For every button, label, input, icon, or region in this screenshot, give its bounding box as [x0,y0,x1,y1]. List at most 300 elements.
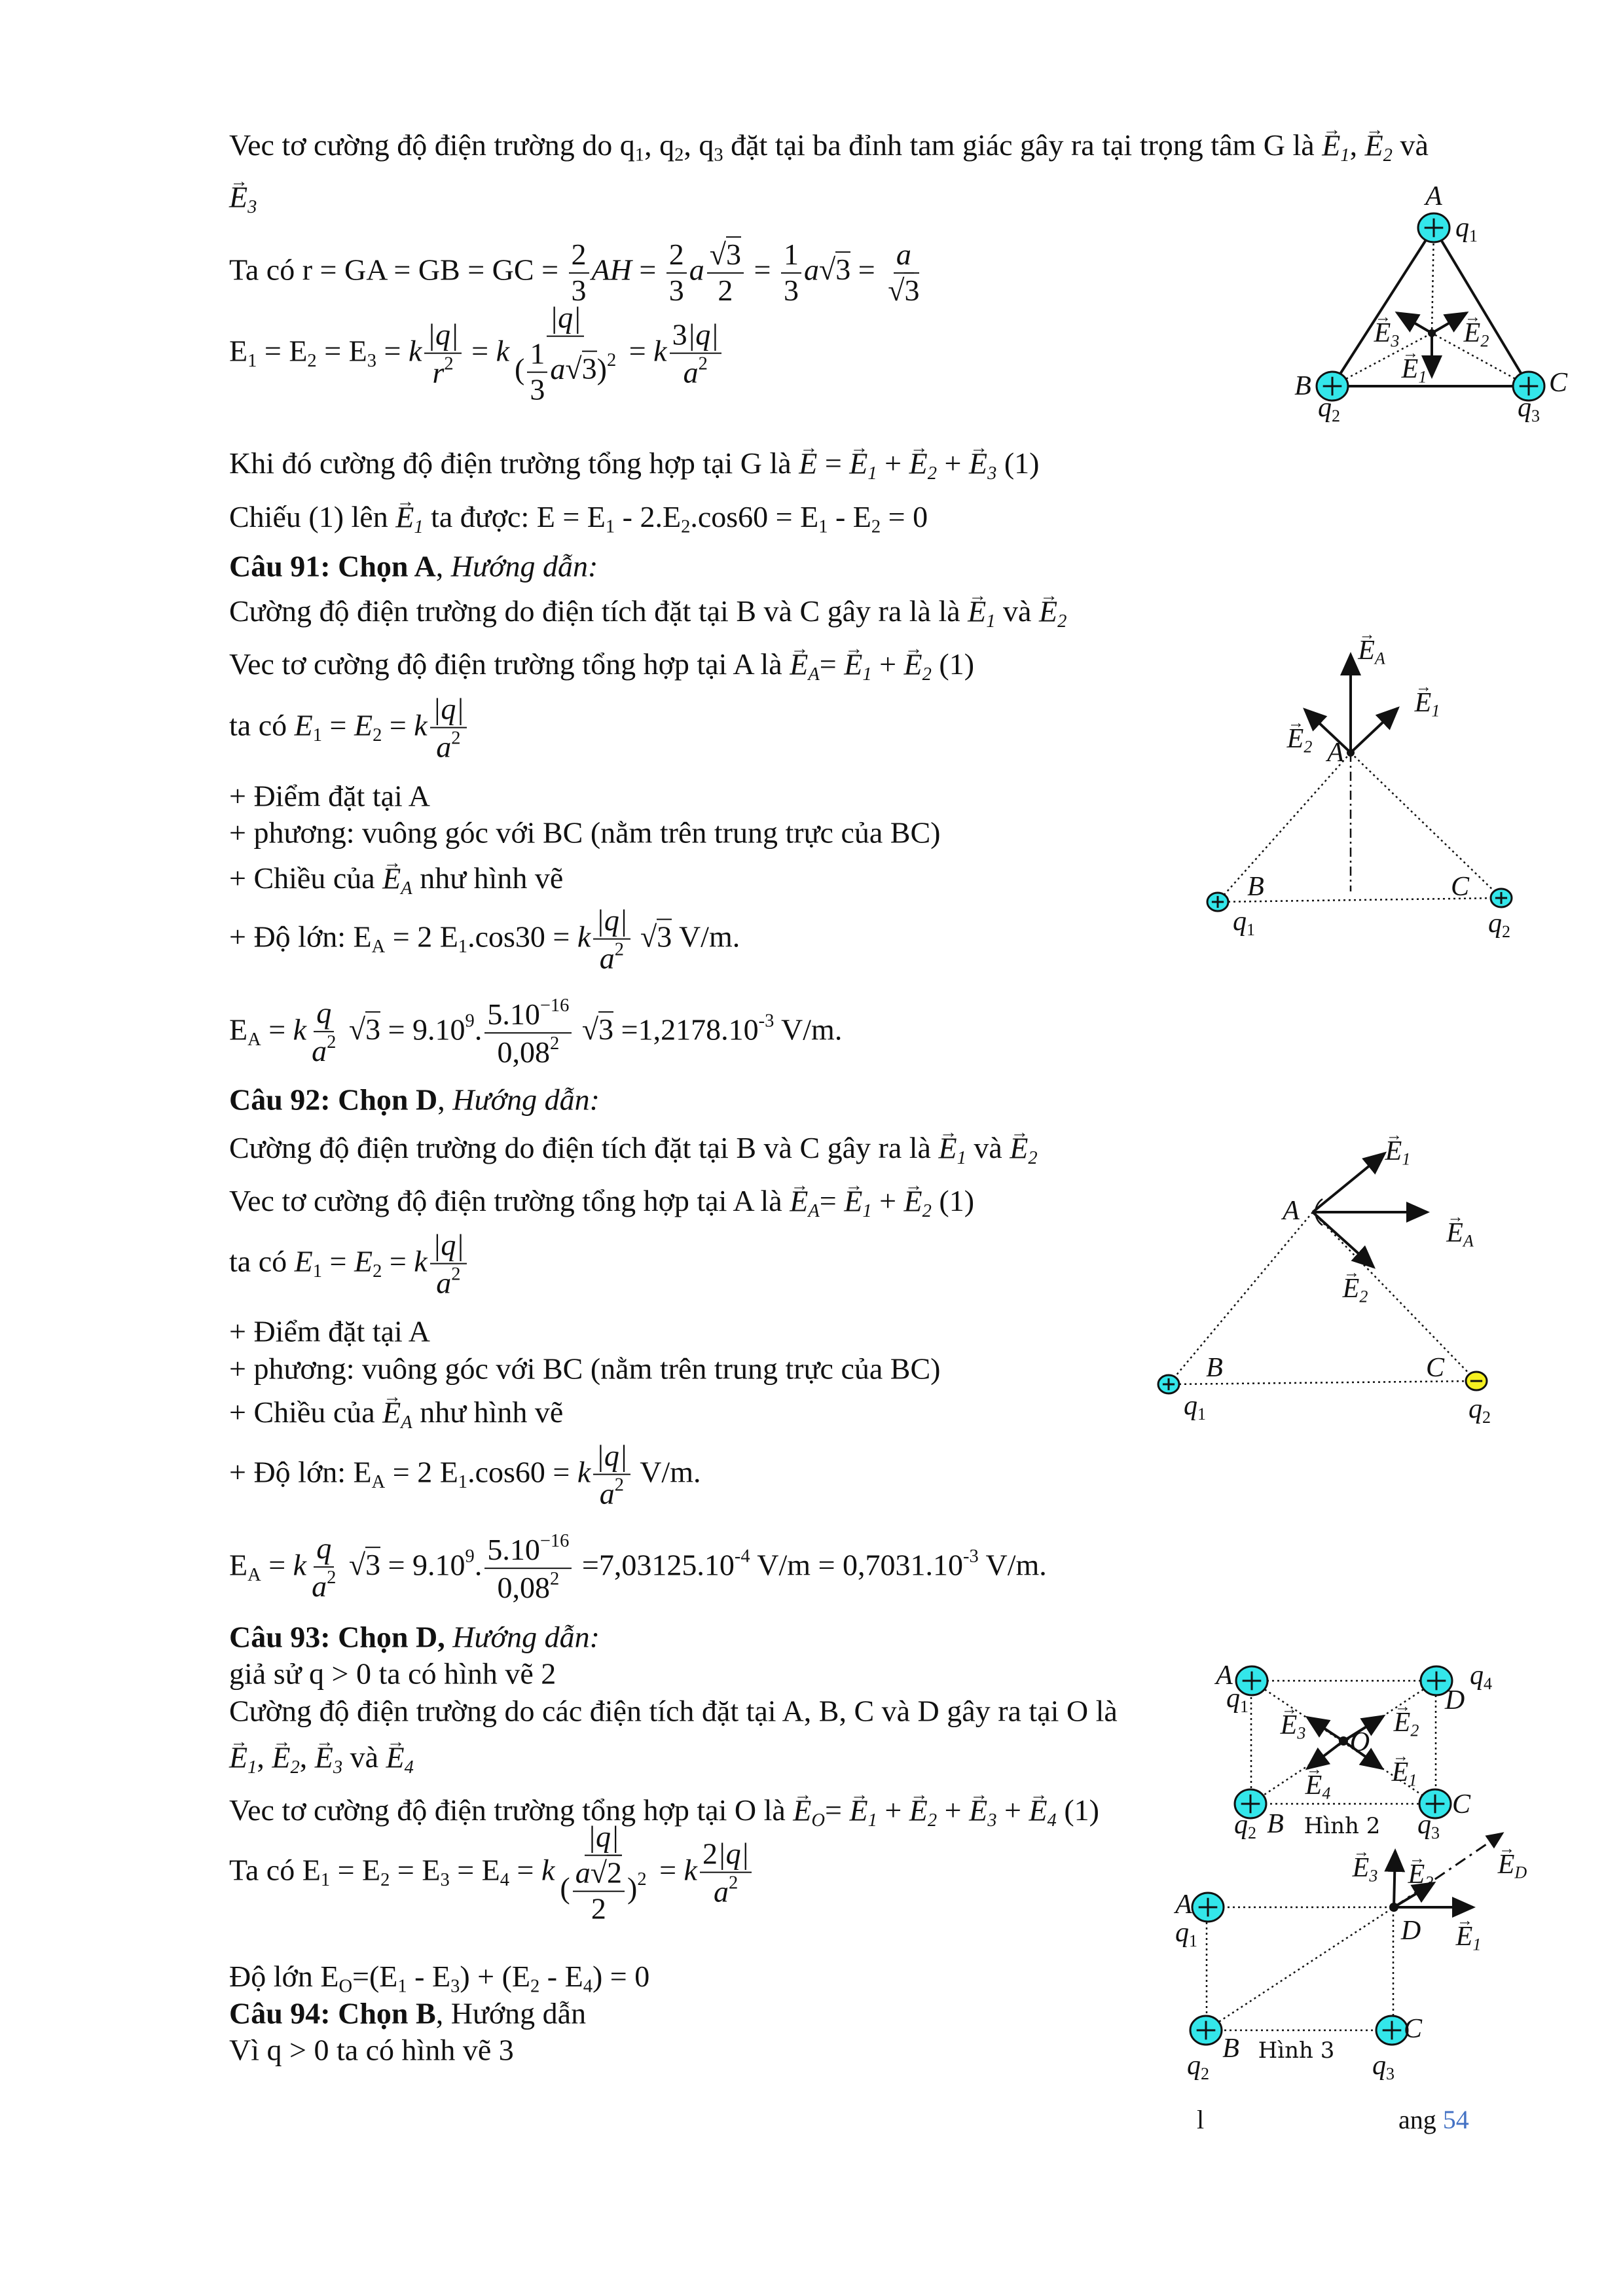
text-run: Vec tơ cường độ điện trường do q [229,128,635,162]
superscript: 9 [465,1011,475,1031]
figure-label-e1 [1456,1914,1482,1954]
vector-letter: E [1038,594,1058,628]
math-italic: a [713,1874,729,1909]
math-italic: B [1294,371,1311,401]
text-run: = [746,253,778,287]
math-italic: D [1400,1916,1421,1946]
math-italic: k [541,1853,555,1887]
vector-subscript: 4 [404,1757,414,1778]
subscript: 1 [605,516,615,537]
vector-letter: E [793,1793,812,1827]
text-run: 3 [672,317,687,351]
text-run: và [966,1130,1010,1164]
text-run: = 0 [881,499,928,533]
subscript: 3 [1431,1823,1440,1842]
vector-letter: E [903,1183,922,1217]
subscript: 3 [367,351,376,372]
math-italic: |q| [596,903,628,937]
vector-subscript: A [808,664,820,685]
vector-e3-arrow [1394,1851,1395,1907]
text-run: V/m. [774,1013,843,1047]
page-label: ang [1398,2105,1436,2134]
vector-e1-arrow [1351,708,1398,753]
subscript: 1 [1468,226,1478,245]
vector-subscript: 2 [1359,1287,1368,1306]
text-run: ) [596,352,607,386]
vector-symbol [1305,1763,1331,1803]
math-italic: C [1450,872,1470,902]
text-run: + [871,647,904,681]
text-run: Vec tơ cường độ điện trường tổng hợp tại A là [229,1183,790,1217]
math-italic: |q| [687,317,719,351]
vector-symbol [1374,310,1400,351]
subscript: 1 [1188,1931,1198,1950]
math-italic: k [684,1853,697,1887]
vector-subscript: A [401,878,412,899]
subscript: 2 [1482,1407,1491,1427]
figure-label-e3 [1374,310,1400,351]
superscript: 2 [549,1033,560,1054]
text-run: - E [828,499,871,533]
text-run: + Độ lớn: E [229,1455,372,1489]
text-run: + Điểm đặt tại A [229,779,430,813]
math-italic: E [354,708,373,742]
text-run: 3 [530,372,545,406]
superscript: 2 [444,353,454,374]
math-italic: A [1175,1890,1192,1920]
text-run: ( [560,1871,570,1905]
superscript: −16 [539,996,570,1016]
figure-label-e2 [1408,1852,1434,1892]
text-run: = E [257,334,308,368]
vector-letter: E [229,179,248,213]
math-italic: |q| [587,1820,619,1854]
superscript: 2 [606,350,617,371]
vector-e3-arrow [1307,1717,1343,1741]
math-italic: a [312,1034,327,1068]
math-italic: |q| [432,1228,464,1262]
text-run: 2 [702,1837,718,1871]
vector-subscript: 2 [922,664,932,685]
text-run: 0,08 [497,1035,550,1069]
text-run: V/m. [978,1548,1047,1582]
text-run: , q [684,128,714,162]
superscript: 2 [327,1032,337,1053]
subscript: 1 [818,516,828,537]
figure-label-b [1247,871,1264,903]
radicand: 3 [657,920,672,954]
math-italic: k [496,334,510,368]
subscript: 3 [440,1870,450,1891]
vector-letter: E [1401,353,1419,384]
math-italic: B [1222,2034,1239,2064]
math-italic: |q| [596,1439,628,1473]
subscript: 4 [583,1976,593,1997]
subscript: A [371,937,386,958]
vector-subscript: 1 [862,664,872,685]
text-run: = [261,1548,293,1582]
vector-letter: E [1322,128,1341,162]
vector-subscript: 1 [986,611,996,632]
math-italic: k [577,920,591,954]
text-run: ta được: E = E [423,499,606,533]
text-run: , [257,1740,272,1774]
radicand: 3 [726,238,742,272]
text-run: = 2 E [385,1455,458,1489]
math-italic: C [1425,1353,1445,1383]
math-italic: Hướng dẫn: [450,549,598,583]
text-run: như hình vẽ [412,1395,564,1429]
vector-letter: E [1414,687,1432,718]
vector-letter: E [382,1395,401,1429]
subscript: 2 [1501,922,1511,941]
vector-subscript: 1 [867,1810,877,1831]
figure-label-q1 [1226,1683,1249,1717]
text-run: + Điểm đặt tại A [229,1314,430,1348]
text-run: , [299,1740,315,1774]
math-italic: q [1232,906,1247,937]
vector-subscript: 2 [922,1200,932,1221]
text-run: ) = 0 [592,1960,650,1994]
subscript: 2 [871,516,881,537]
figure-label-q2 [1488,908,1510,942]
figure-label-q1 [1184,1390,1206,1424]
figure-label-e1 [1402,346,1427,387]
vector-subscript: 1 [867,463,877,484]
radicand: 3 [904,274,920,307]
vector-subscript: 3 [987,463,997,484]
text-run: ) + (E [460,1960,531,1994]
figure-label-q3 [1417,1809,1440,1843]
text-run: Vec tơ cường độ điện trường tổng hợp tại O là [229,1793,793,1827]
figure-label-b [1294,370,1311,402]
vector-e2-arrow [1432,313,1467,333]
text-run: + [937,446,969,480]
math-italic: E [294,1244,313,1278]
vector-letter: E [844,647,863,681]
vector-subscript: 2 [927,1810,938,1831]
bold-heading: Câu 91: Chọn A [229,549,436,583]
math-italic: B [1206,1353,1223,1383]
text-run: Hình 3 [1258,2037,1335,2064]
vector-letter: E [1010,1130,1029,1164]
math-italic: C [1403,2014,1423,2044]
subscript: 4 [500,1870,510,1891]
figure-label-c [1452,1789,1470,1820]
vector-letter: E [1305,1770,1322,1801]
vector-letter: E [968,446,988,480]
math-italic: k [577,1455,591,1489]
radicand: 3 [581,352,597,386]
vector-subscript: O [811,1810,825,1831]
page-number: 54 [1442,2105,1469,2134]
vector-symbol [1415,680,1440,721]
math-italic: A [1216,1660,1233,1691]
figure-caption [1304,1813,1381,1839]
vector-letter: E [938,1130,957,1164]
vector-letter: E [790,1183,809,1217]
text-run: , Hướng dẫn [435,1996,587,2030]
text-run: giả sử q > 0 ta có hình vẽ 2 [229,1657,556,1691]
text-run: 3 [784,274,799,307]
figure-label-e2 [1394,1700,1419,1740]
text-run: E [229,334,248,368]
math-italic: k [293,1548,307,1582]
bold-heading: Câu 93: Chọn D, [229,1620,453,1654]
subscript: 2 [681,516,691,537]
text-run: V/m = 0,7031.10 [750,1548,964,1582]
vector-subscript: 2 [1028,1147,1038,1168]
vector-symbol [1392,1749,1417,1790]
text-run: Ta có E [229,1853,321,1887]
math-italic: k [414,1244,428,1278]
math-italic: k [408,334,422,368]
text-run: . [474,1548,483,1582]
text-run: (1) [1056,1793,1099,1827]
superscript: 2 [728,1873,739,1893]
vector-subscript: 1 [1418,367,1427,387]
subscript: 1 [247,351,257,372]
subscript: 1 [312,725,322,746]
radicand: 3 [598,1013,614,1047]
vector-subscript: 1 [1431,701,1440,721]
subscript: O [338,1976,353,1997]
vector-symbol [1408,1852,1434,1892]
math-italic: q [1175,1918,1189,1948]
vector-e2-arrow [1313,1212,1374,1267]
vector-symbol [1402,346,1427,387]
vector-symbol [1385,1128,1411,1169]
vector-letter: E [1374,317,1391,348]
vector-subscript: 3 [247,196,257,217]
text-run: - E [407,1960,451,1994]
text-run: 2 [571,238,587,272]
vector-letter: E [395,499,414,533]
text-run: + phương: vuông góc với BC (nằm trên trung trực của BC) [229,1352,941,1386]
text-run: .cos30 = [467,920,577,954]
vector-letter: E [969,1793,988,1827]
superscript: 2 [614,1475,625,1496]
superscript: -4 [734,1546,750,1567]
math-italic: q [1226,1683,1240,1714]
subscript: 3 [450,1976,460,1997]
math-italic: a [896,238,911,272]
subscript: 2 [1331,406,1341,425]
text-run: =7,03125.10 [574,1548,735,1582]
vector-symbol [1394,1700,1419,1740]
vector-subscript: 3 [333,1757,343,1778]
text-run: và [342,1740,386,1774]
subscript: 1 [1197,1404,1207,1424]
text-run: = 2 E [385,920,458,954]
text-run: 1 [530,336,545,370]
math-italic: k [293,1013,307,1047]
vector-letter: E [1446,1217,1463,1248]
text-run: =(E [352,1960,398,1994]
figure-label-q1 [1455,212,1478,246]
vector-symbol [1287,716,1313,757]
math-italic: a [804,253,819,287]
vector-letter: E [1393,1707,1411,1738]
superscript: 2 [614,939,625,960]
math-italic: Hướng dẫn: [452,1083,600,1117]
math-italic: q [1455,213,1469,243]
figure-label-e1 [1415,680,1440,721]
text-run: = [261,1013,293,1047]
vector-subscript: 3 [1391,331,1400,351]
text-run: = E [449,1853,500,1887]
math-italic: a [550,352,566,386]
vector-symbol [1456,1914,1482,1954]
math-italic: q [1317,393,1332,423]
math-italic: a [599,941,615,975]
figure-label-e3 [1353,1845,1378,1886]
text-run: 3 [668,274,684,307]
math-italic: O [1349,1727,1370,1757]
vector-symbol [1464,310,1489,351]
figure-label-q1 [1175,1917,1197,1951]
vector-subscript: A [1374,649,1385,668]
math-italic: a [575,1856,591,1890]
vector-e1-arrow [1313,1153,1385,1212]
text-run: , [1349,128,1365,162]
math-italic: C [1451,1789,1471,1820]
math-italic: E [294,708,313,742]
subscript: 1 [397,1976,407,1997]
text-run: = 9.10 [380,1013,465,1047]
text-run: 5.10 [487,1533,540,1567]
subscript: 2 [1200,2064,1210,2083]
text-run: - E [539,1960,583,1994]
vector-letter: E [1497,1849,1515,1880]
math-italic: q [1417,1810,1431,1840]
vector-symbol [1281,1702,1306,1743]
math-italic: q [1183,1391,1197,1422]
vector-letter: E [1352,1852,1370,1883]
text-run: V/m. [632,1455,701,1489]
footer-fragment: l [1197,2105,1205,2134]
text-run: đặt tại ba đỉnh tam giác gây ra tại trọng tâm G là [723,128,1322,162]
superscript: -3 [758,1011,775,1031]
vector-subscript: 2 [1057,611,1067,632]
figure-label-q2 [1468,1393,1491,1427]
superscript: 9 [465,1546,475,1567]
subscript: 1 [312,1261,322,1282]
vector-letter: E [909,446,928,480]
superscript: 2 [451,728,461,749]
page-footer [1398,2104,1469,2135]
vector-letter: E [968,594,987,628]
text-run: E [229,1548,248,1582]
text-run: 2 [718,274,733,307]
vector-subscript: 1 [957,1147,966,1168]
math-italic: B [1247,872,1264,902]
vector-subscript: 1 [1402,1149,1411,1169]
figure-label-c [1404,2013,1422,2045]
math-italic: r [432,355,445,389]
figure-label-e2 [1343,1266,1368,1306]
superscript: -3 [963,1546,979,1567]
text-run: Cường độ điện trường do các điện tích đặt tại A, B, C và D gây ra tại O là [229,1694,1118,1728]
subscript: 1 [1246,920,1256,939]
subscript: A [247,1565,261,1586]
vector-letter: E [1286,723,1304,754]
math-italic: q [1469,1660,1484,1691]
vector-subscript: 3 [1297,1723,1306,1743]
vector-letter: E [382,861,401,895]
math-italic: q [1233,1810,1248,1840]
figure-label-q2 [1318,392,1340,426]
text-run: (1) [931,1183,975,1217]
vector-letter: E [799,446,818,480]
math-italic: q [1372,2051,1386,2081]
superscript: 2 [451,1264,461,1285]
subscript: 1 [458,1472,468,1493]
vector-letter: E [1463,317,1481,348]
text-run: như hình vẽ [412,861,564,895]
math-italic: A [1283,1196,1300,1226]
text-run: Ta có r = GA = GB = GC = [229,253,566,287]
text-run: 2 [591,1892,606,1926]
vector-subscript: 1 [1408,1770,1417,1790]
text-run: = E [390,1853,441,1887]
math-italic: q [1468,1394,1482,1425]
vector-subscript: 3 [987,1810,997,1831]
text-run: = [376,334,409,368]
vector-symbol [1498,1842,1527,1882]
subscript: 2 [373,1261,382,1282]
math-italic: D [1444,1685,1465,1715]
math-italic: A [1327,738,1344,768]
text-run: ta có [229,1244,295,1278]
figure-label-e2 [1287,716,1313,757]
text-run: ) [627,1871,638,1905]
vector-letter: E [386,1740,405,1774]
math-italic: q [1186,2051,1201,2081]
vector-letter: E [909,1793,928,1827]
figure-label-b [1206,1352,1223,1384]
text-run: = [819,647,845,681]
subscript: 1 [1239,1696,1249,1716]
subscript: 2 [380,1870,390,1891]
text-run: 3 [571,274,587,307]
text-run: và [995,594,1039,628]
figure-label-a [1327,737,1344,768]
figure-label-a [1283,1195,1300,1227]
vector-letter: E [1385,1136,1402,1166]
math-italic: AH [591,253,632,287]
vector-letter: E [844,1183,863,1217]
text-run: ta có [229,708,295,742]
figure-label-c [1426,1352,1444,1384]
text-run: = [322,708,354,742]
text-run: = [621,334,654,368]
vector-subscript: 4 [1047,1810,1057,1831]
text-run: Cường độ điện trường do điện tích đặt tại B và C gây ra là là [229,594,968,628]
superscript: 2 [327,1568,337,1588]
text-run: ( [515,352,525,386]
text-run: .cos60 = [467,1455,577,1489]
text-run: + Chiều của [229,1395,383,1429]
figure-label-e1 [1385,1128,1411,1169]
vector-subscript: 2 [1425,1873,1434,1892]
text-run: = [382,1244,414,1278]
figure-label-c [1549,367,1567,399]
math-italic: a [312,1570,327,1604]
superscript: 2 [637,1869,647,1890]
math-italic: k [414,708,428,742]
text-run: = [825,1793,850,1827]
